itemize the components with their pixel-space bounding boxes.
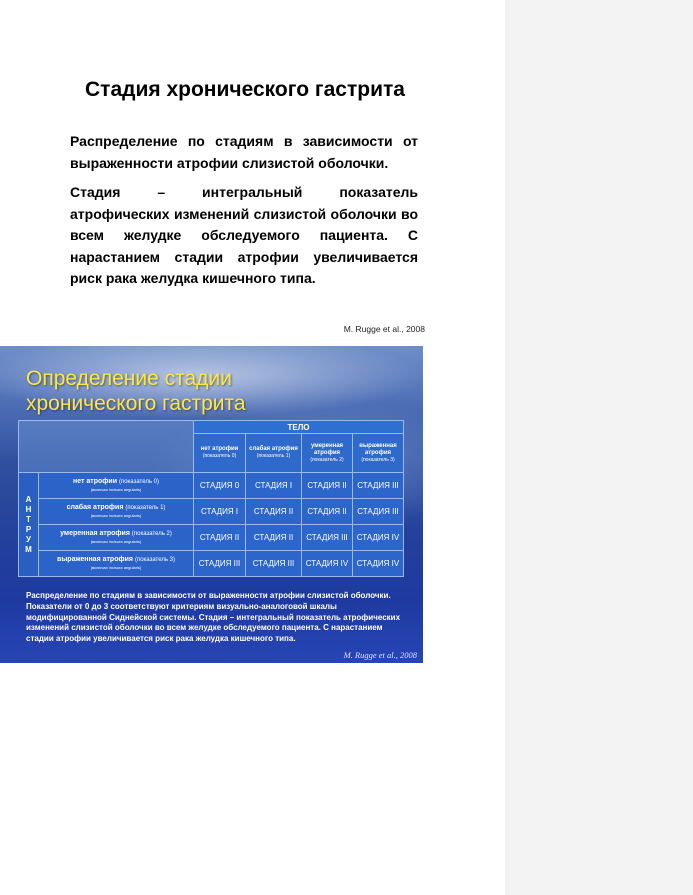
antrum-letter: М: [25, 544, 32, 554]
stage-cell: СТАДИЯ III: [194, 551, 246, 577]
row-label-score: (показатель 1): [125, 504, 166, 511]
row-label-text: слабая атрофия: [66, 503, 124, 511]
table-corner: [19, 421, 194, 473]
table-row: [19, 473, 404, 499]
slide-title: [26, 366, 326, 416]
table-row: [19, 525, 404, 551]
column-header: [353, 434, 404, 473]
column-header-score: (показатель 0): [202, 453, 237, 459]
paragraph-distribution: Распределение по стадиям в зависимости от выраженности атрофии слизистой оболочки.: [70, 133, 418, 171]
row-label-note: (включая incisura angularis): [90, 512, 142, 518]
stage-cell: СТАДИЯ I: [194, 499, 246, 525]
row-label: [39, 499, 194, 525]
body-header: ТЕЛО: [194, 421, 404, 434]
stage-cell: СТАДИЯ IV: [353, 525, 404, 551]
row-label-text: выраженная атрофия: [57, 555, 133, 563]
row-label-note: (включая incisura angularis): [90, 538, 142, 544]
antrum-letter: У: [26, 534, 31, 544]
row-label-note: (включая incisura angularis): [90, 486, 142, 492]
antrum-letter: А: [25, 494, 32, 504]
stage-cell: СТАДИЯ II: [194, 525, 246, 551]
antrum-letter: Т: [26, 514, 31, 524]
table-row: [19, 551, 404, 577]
antrum-letter: Н: [25, 504, 32, 514]
column-header-label: выраженная атрофия: [359, 442, 397, 456]
slide-image: [0, 346, 423, 663]
stage-cell: СТАДИЯ IV: [302, 551, 353, 577]
stage-cell: СТАДИЯ III: [246, 551, 302, 577]
antrum-letter: Р: [25, 524, 32, 534]
stage-cell: СТАДИЯ IV: [353, 551, 404, 577]
side-panel: [505, 0, 693, 895]
stage-cell: СТАДИЯ I: [246, 473, 302, 499]
column-header-score: (показатель 2): [310, 456, 344, 463]
row-label-text: нет атрофии: [73, 477, 118, 485]
row-label: [39, 525, 194, 551]
page-title: Стадия хронического гастрита: [85, 78, 405, 101]
row-label-score: (показатель 3): [134, 556, 175, 563]
row-label-score: (показатель 2): [131, 530, 172, 537]
stage-cell: СТАДИЯ 0: [194, 473, 246, 499]
paragraph-stage-definition: Стадия – интегральный показатель атрофических изменений слизистой оболочки во всем желудке обследуемого пациента. С нарастанием стадии атрофии увеличивается риск рака желудка кишечного типа.: [70, 184, 418, 286]
stage-cell: СТАДИЯ III: [302, 525, 353, 551]
slide-citation: M. Rugge et al., 2008: [343, 650, 417, 660]
column-header: [302, 434, 353, 473]
stage-cell: СТАДИЯ II: [302, 499, 353, 525]
row-label-note: (включая incisura angularis): [90, 564, 142, 570]
table-row: [19, 499, 404, 525]
column-header-label: умеренная атрофия: [310, 442, 344, 456]
column-header-score: (показатель 1): [256, 453, 291, 459]
column-header-label: слабая атрофия: [249, 446, 298, 452]
row-label-score: (показатель 0): [118, 478, 159, 485]
column-header: [194, 434, 246, 473]
stage-cell: СТАДИЯ II: [246, 525, 302, 551]
column-header-label: нет атрофии: [200, 446, 239, 452]
slide-description: Распределение по стадиям в зависимости от выраженности атрофии слизистой оболочки. Показатели от 0 до 3 соответствуют критериям визуально-аналоговой шкалы модифицированной Сиднейской системы. Стадия – интегральный показатель атрофических изменений слизистой оболочки во всем желудке обследуемого пациента. С нарастанием стадии атрофии увеличивается риск рака желудка кишечного типа.: [26, 591, 401, 644]
column-header-score: (показатель 3): [361, 456, 395, 463]
stage-cell: СТАДИЯ II: [246, 499, 302, 525]
row-label: [39, 473, 194, 499]
stage-table: [18, 420, 404, 577]
slide-title-line2: хронического гастрита: [26, 392, 246, 415]
stage-cell: СТАДИЯ III: [353, 499, 404, 525]
stage-cell: СТАДИЯ II: [302, 473, 353, 499]
row-label-text: умеренная атрофия: [60, 529, 130, 537]
antrum-label: [19, 473, 39, 577]
slide-title-line1: Определение стадии: [26, 367, 232, 390]
stage-cell: СТАДИЯ III: [353, 473, 404, 499]
row-label: [39, 551, 194, 577]
citation: M. Rugge et al., 2008: [343, 324, 425, 334]
column-header: [246, 434, 302, 473]
